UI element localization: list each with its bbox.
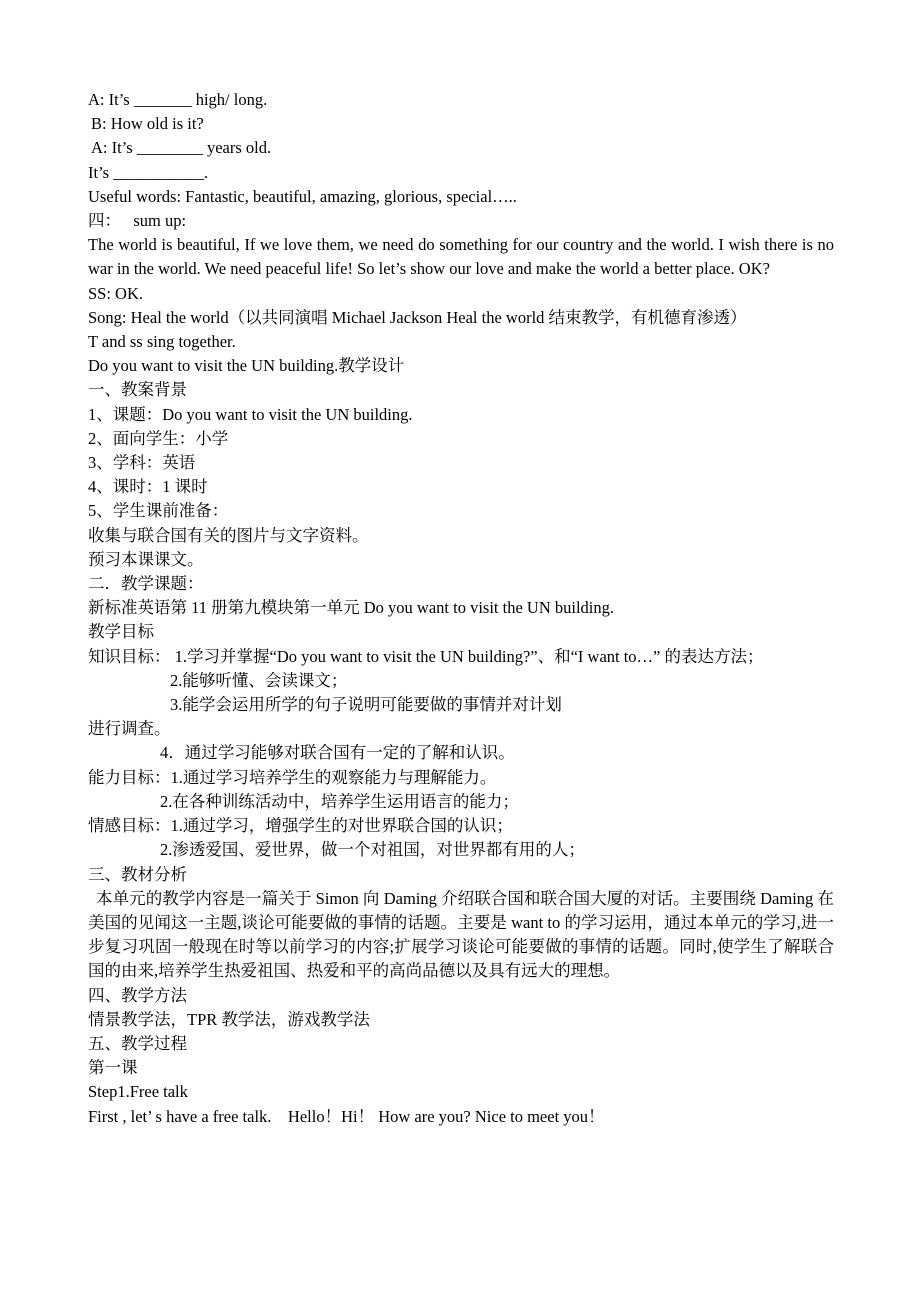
song-line: Song: Heal the world（以共同演唱 Michael Jackson Heal the world 结束教学，有机德育渗透） (88, 307, 747, 327)
heading-methods: 四、教学方法 (88, 985, 187, 1005)
lesson-design-title: Do you want to visit the UN building.教学设计 (88, 356, 405, 376)
dialogue-line-age-question: B: How old is it? (91, 114, 204, 134)
step1-dialogue: First , let’ s have a free talk. Hello！Hi！ How are you? Nice to meet you！ (88, 1106, 605, 1126)
item-topic: 1、课题：Do you want to visit the UN building. (88, 404, 413, 424)
item-hours: 4、课时：1 课时 (88, 477, 208, 497)
heading-background: 一、教案背景 (88, 380, 187, 400)
knowledge-goal-4: 4．通过学习能够对联合国有一定的了解和认识。 (160, 743, 515, 763)
ability-goal-1: 能力目标：1.通过学习培养学生的观察能力与理解能力。 (88, 767, 497, 787)
section-sum-up: 四： sum up: (88, 211, 187, 231)
dialogue-line-height: A: It’s _______ high/ long. (88, 90, 268, 109)
sing-together: T and ss sing together. (88, 332, 236, 352)
knowledge-goal-1: 知识目标： 1.学习并掌握“Do you want to visit the UN building?”、和“I want to…” 的表达方法； (88, 646, 764, 666)
topic-detail: 新标准英语第 11 册第九模块第一单元 Do you want to visit the UN building. (88, 598, 615, 618)
prep-collect: 收集与联合国有关的图片与文字资料。 (88, 525, 369, 545)
useful-words: Useful words: Fantastic, beautiful, amazing, glorious, special….. (88, 186, 517, 206)
sum-up-paragraph: The world is beautiful, If we love them, we need do something for our country and the world. I wish there is no war in the world. We need peaceful life! So let’s show our love and make the world a better place. OK? (88, 235, 834, 279)
dialogue-line-its: It’s ___________. (88, 162, 209, 182)
emotion-goal-2: 2.渗透爱国、爱世界，做一个对祖国，对世界都有用的人； (160, 840, 585, 860)
emotion-goal-1: 情感目标：1.通过学习，增强学生的对世界联合国的认识； (88, 816, 513, 836)
knowledge-goal-3: 3.能学会运用所学的句子说明可能要做的事情并对计划 (170, 695, 562, 715)
students-response: SS: OK. (88, 283, 144, 303)
heading-process: 五、教学过程 (88, 1033, 187, 1053)
item-preparation: 5、学生课前准备： (88, 501, 229, 521)
prep-preview: 预习本课课文。 (88, 549, 204, 569)
document-body (88, 88, 834, 1129)
heading-goals: 教学目标 (88, 622, 154, 642)
step1-title: Step1.Free talk (88, 1082, 188, 1102)
methods-list: 情景教学法，TPR 教学法，游戏教学法 (88, 1009, 370, 1029)
heading-topic: 二．教学课题： (88, 574, 204, 594)
lesson-one: 第一课 (88, 1058, 138, 1078)
knowledge-goal-3-cont: 进行调查。 (88, 719, 171, 739)
item-subject: 3、学科：英语 (88, 453, 196, 473)
knowledge-goal-2: 2.能够听懂、会读课文； (170, 670, 348, 690)
item-students: 2、面向学生：小学 (88, 428, 229, 448)
ability-goal-2: 2.在各种训练活动中，培养学生运用语言的能力； (160, 791, 519, 811)
heading-analysis: 三、教材分析 (88, 864, 187, 884)
dialogue-line-age-answer: A: It’s ________ years old. (91, 138, 272, 158)
analysis-paragraph: 本单元的教学内容是一篇关于 Simon 向 Daming 介绍联合国和联合国大厦的对话。主要围绕 Daming 在美国的见闻这一主题,谈论可能要做的事情的话题。主要是 want to 的学习运用，通过本单元的学习,进一步复习巩固一般现在时等以前学习的内容;扩展学习谈论可能要做的事情的话题。同时,使学生了解联合国的由来,培养学生热爱祖国、热爱和平的高尚品德以及具有远大的理想。 (88, 888, 834, 981)
